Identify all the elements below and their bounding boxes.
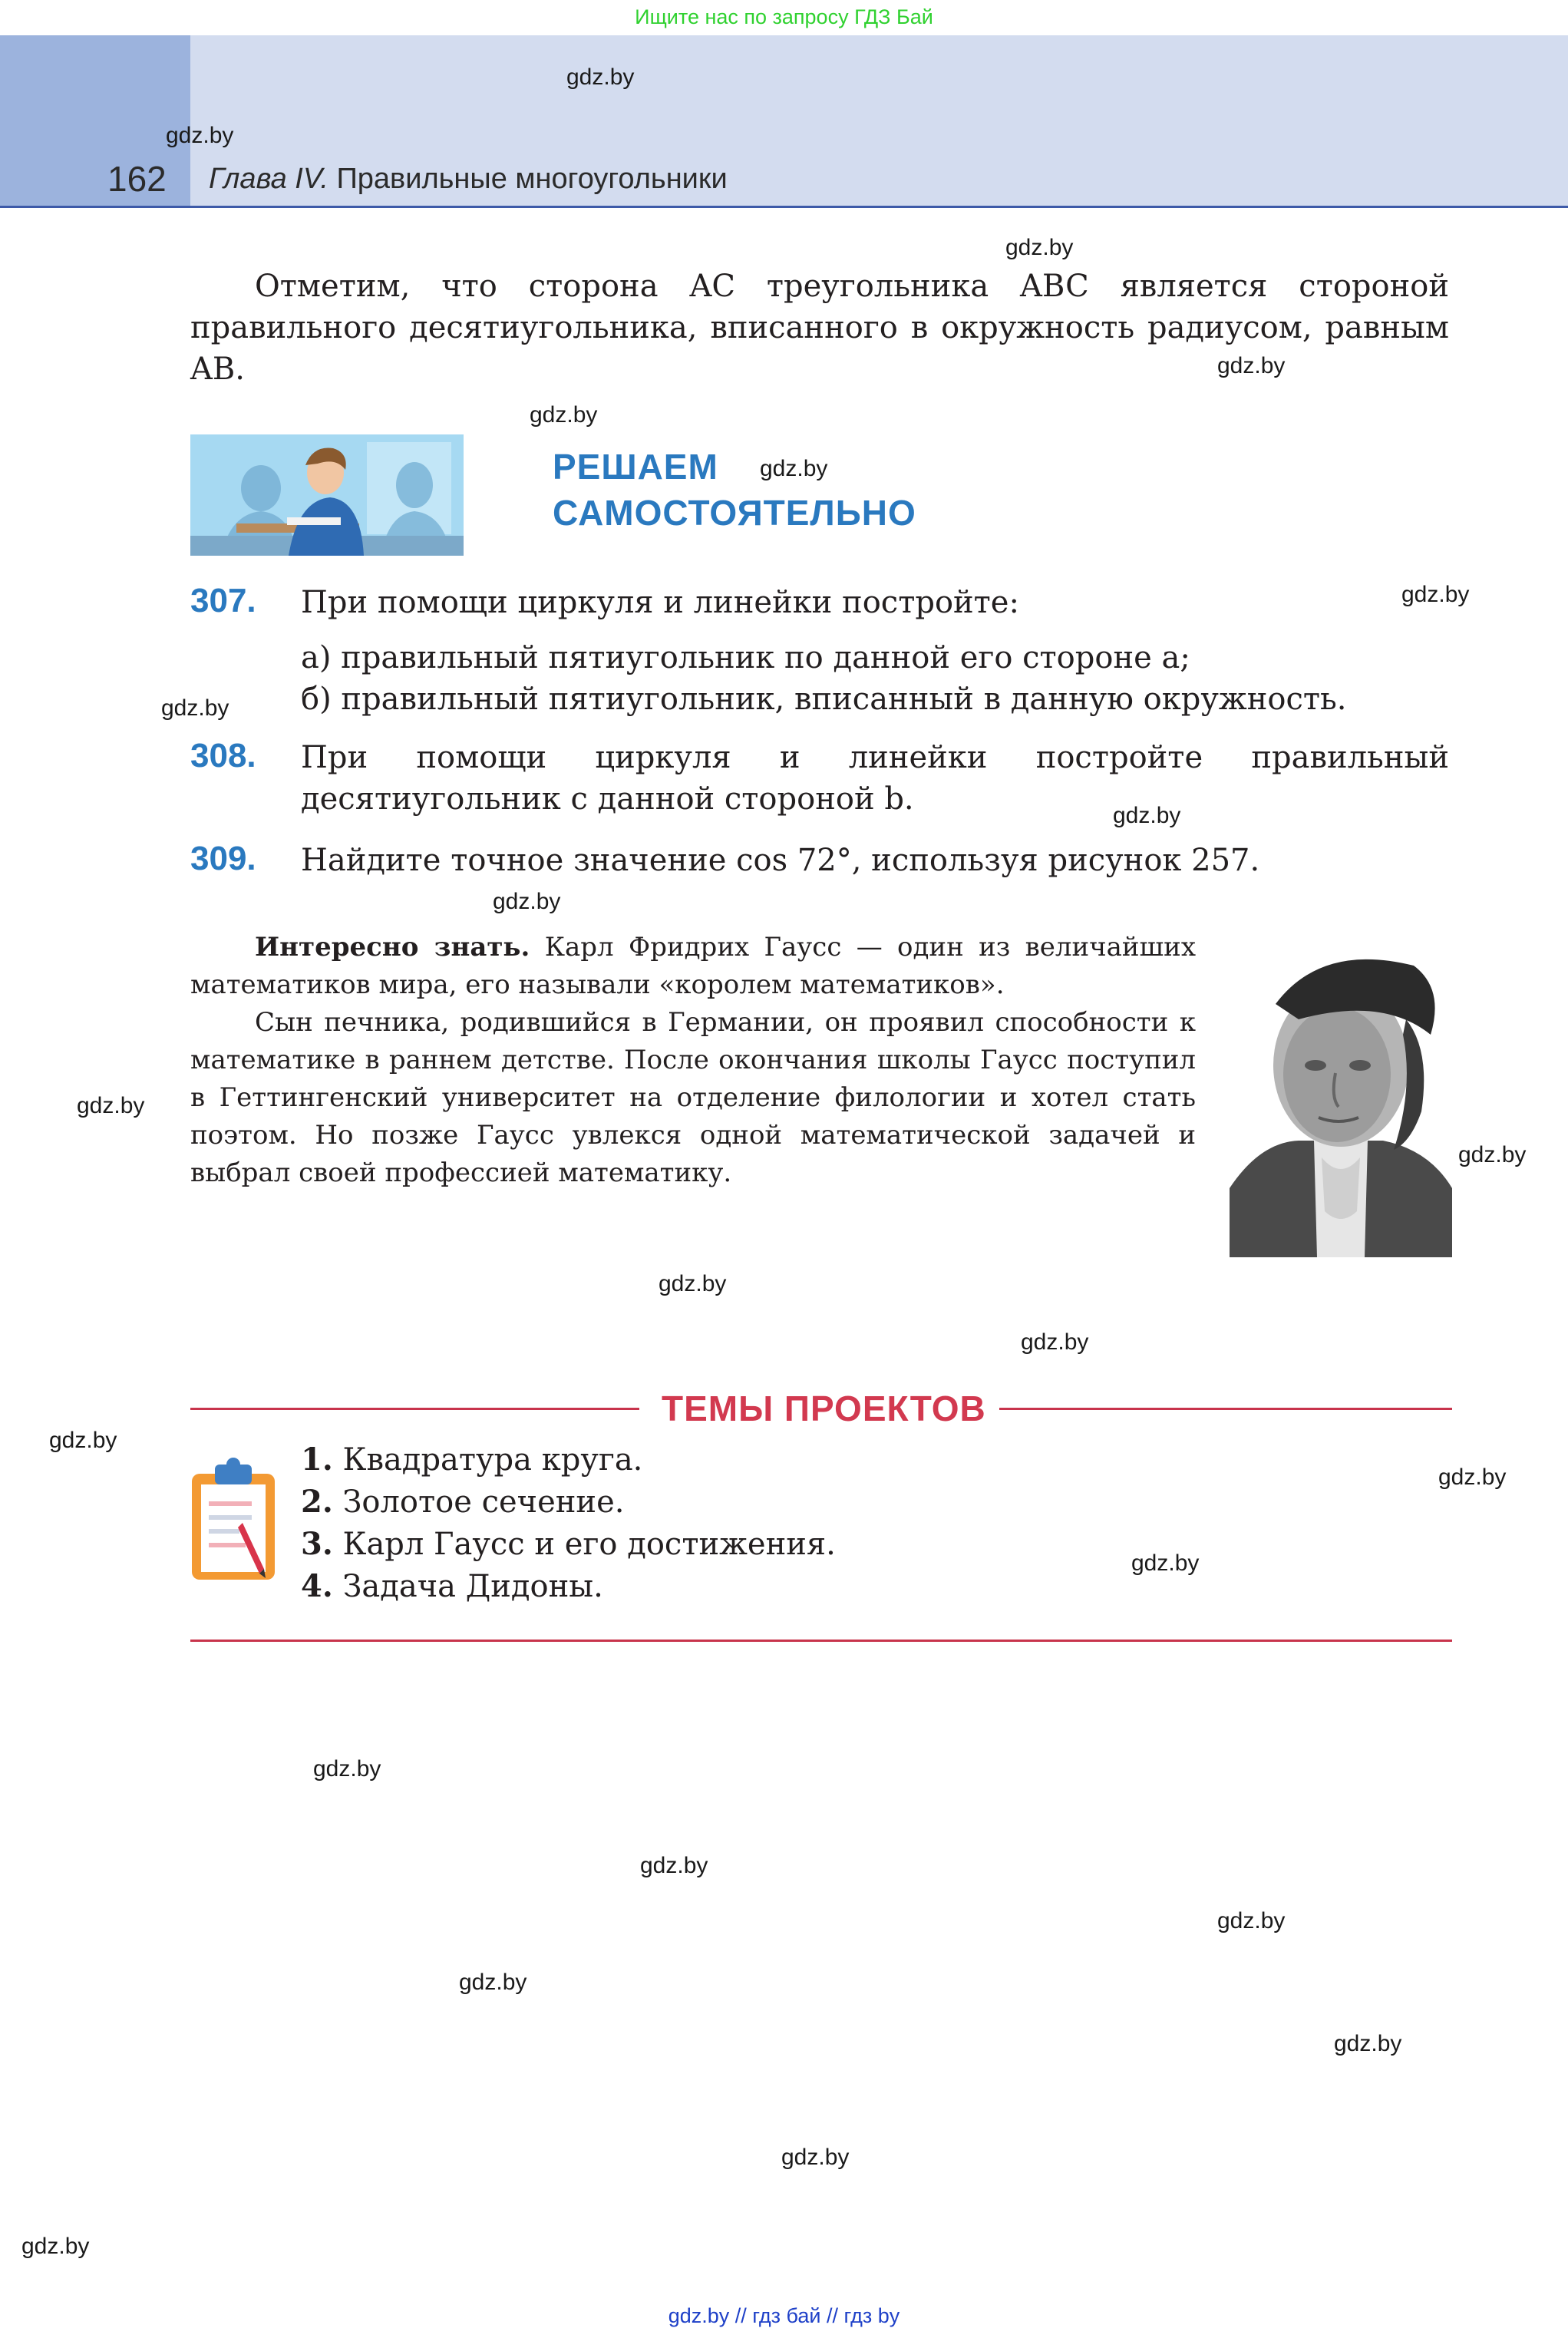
- watermark: gdz.by: [566, 64, 635, 90]
- watermark: gdz.by: [1131, 1550, 1200, 1576]
- fact-paragraph-2: Сын печника, родившийся в Германии, он проявил способности к математике в раннем детстве. После окончания школы Гаусс поступил в Геттингенский университет на отделение филологии и хотел стать поэтом. Но позже Гаусс увлекся одной математической задачей и выбрал своей профессией математику.: [190, 1007, 1196, 1188]
- task-number-307: 307.: [190, 582, 256, 619]
- project-item-text: Квадратура круга.: [342, 1442, 643, 1478]
- watermark: gdz.by: [1334, 2031, 1402, 2056]
- task-number-308: 308.: [190, 737, 256, 774]
- header-rule: [0, 206, 1568, 208]
- project-item-text: Задача Дидоны.: [342, 1569, 603, 1604]
- gauss-portrait: [1230, 935, 1452, 1257]
- project-item-number: 1.: [301, 1441, 333, 1478]
- watermark: gdz.by: [1217, 1908, 1286, 1933]
- project-item-text: Карл Гаусс и его достижения.: [342, 1527, 836, 1562]
- watermark: gdz.by: [760, 456, 828, 481]
- intro-paragraph: Отметим, что сторона AC треугольника ABC является стороной правильного десятиугольника, вписанного в окружность радиусом, равным AB.: [190, 269, 1449, 387]
- watermark: gdz.by: [1005, 235, 1074, 260]
- watermark: gdz.by: [1217, 353, 1286, 378]
- top-banner[interactable]: Ищите нас по запросу ГДЗ Бай: [635, 5, 933, 28]
- watermark: gdz.by: [161, 695, 229, 721]
- task-307-item-a: а) правильный пятиугольник по данной его стороне a;: [301, 640, 1190, 675]
- watermark: gdz.by: [1401, 582, 1470, 607]
- project-item-text: Золотое сечение.: [342, 1484, 625, 1520]
- gauss-portrait-icon: [1230, 935, 1452, 1257]
- task-308-text: При помощи циркуля и линейки постройте правильный десятиугольник с данной стороной b.: [301, 740, 1449, 817]
- projects-rule-left: [190, 1408, 639, 1410]
- project-item-number: 4.: [301, 1568, 333, 1604]
- fact-block: [190, 929, 1196, 1192]
- task-307-text: При помощи циркуля и линейки постройте:: [301, 585, 1019, 620]
- watermark: gdz.by: [659, 1271, 727, 1296]
- section-title-line2: САМОСТОЯТЕЛЬНО: [553, 493, 916, 533]
- page-number: 162: [107, 159, 167, 199]
- task-307-item-b: б) правильный пятиугольник, вписанный в данную окружность.: [301, 682, 1347, 717]
- watermark: gdz.by: [781, 2145, 850, 2170]
- section-title: [553, 444, 916, 536]
- section-illustration: [190, 434, 464, 556]
- task-309-text: Найдите точное значение cos 72°, используя рисунок 257.: [301, 843, 1260, 878]
- project-item: [301, 1523, 836, 1566]
- watermark: gdz.by: [1021, 1329, 1089, 1355]
- watermark: gdz.by: [493, 889, 561, 914]
- chapter-title: [209, 163, 728, 196]
- watermark: gdz.by: [459, 1970, 527, 1995]
- watermark: gdz.by: [77, 1093, 145, 1118]
- watermark: gdz.by: [1438, 1465, 1507, 1490]
- watermark: gdz.by: [21, 2234, 90, 2259]
- section-title-line1: РЕШАЕМ: [553, 447, 718, 487]
- project-item-number: 3.: [301, 1526, 333, 1562]
- chapter-label: Глава IV.: [209, 163, 328, 195]
- footer-links[interactable]: gdz.by // гдз бай // гдз by: [668, 2304, 900, 2327]
- watermark: gdz.by: [530, 402, 598, 428]
- project-item: [301, 1481, 624, 1524]
- watermark: gdz.by: [49, 1428, 117, 1453]
- projects-rule-bottom: [190, 1640, 1452, 1642]
- watermark: gdz.by: [166, 123, 234, 148]
- project-item-number: 2.: [301, 1484, 333, 1520]
- watermark: gdz.by: [640, 1853, 708, 1878]
- clipboard-icon: [189, 1454, 281, 1584]
- student-at-desk-icon: [190, 434, 464, 556]
- projects-rule-right: [999, 1408, 1452, 1410]
- watermark: gdz.by: [313, 1756, 381, 1782]
- watermark: gdz.by: [1113, 803, 1181, 828]
- project-item: [301, 1438, 642, 1481]
- projects-title: ТЕМЫ ПРОЕКТОВ: [662, 1389, 986, 1428]
- task-number-309: 309.: [190, 840, 256, 877]
- fact-paragraph-1: Карл Фридрих Гаусс — один из величайших математиков мира, его называли «королем математиков».: [190, 932, 1196, 1000]
- project-item: [301, 1565, 603, 1608]
- fact-lead: Интересно знать.: [255, 932, 530, 963]
- watermark: gdz.by: [1458, 1142, 1527, 1167]
- chapter-name: Правильные многоугольники: [336, 163, 728, 195]
